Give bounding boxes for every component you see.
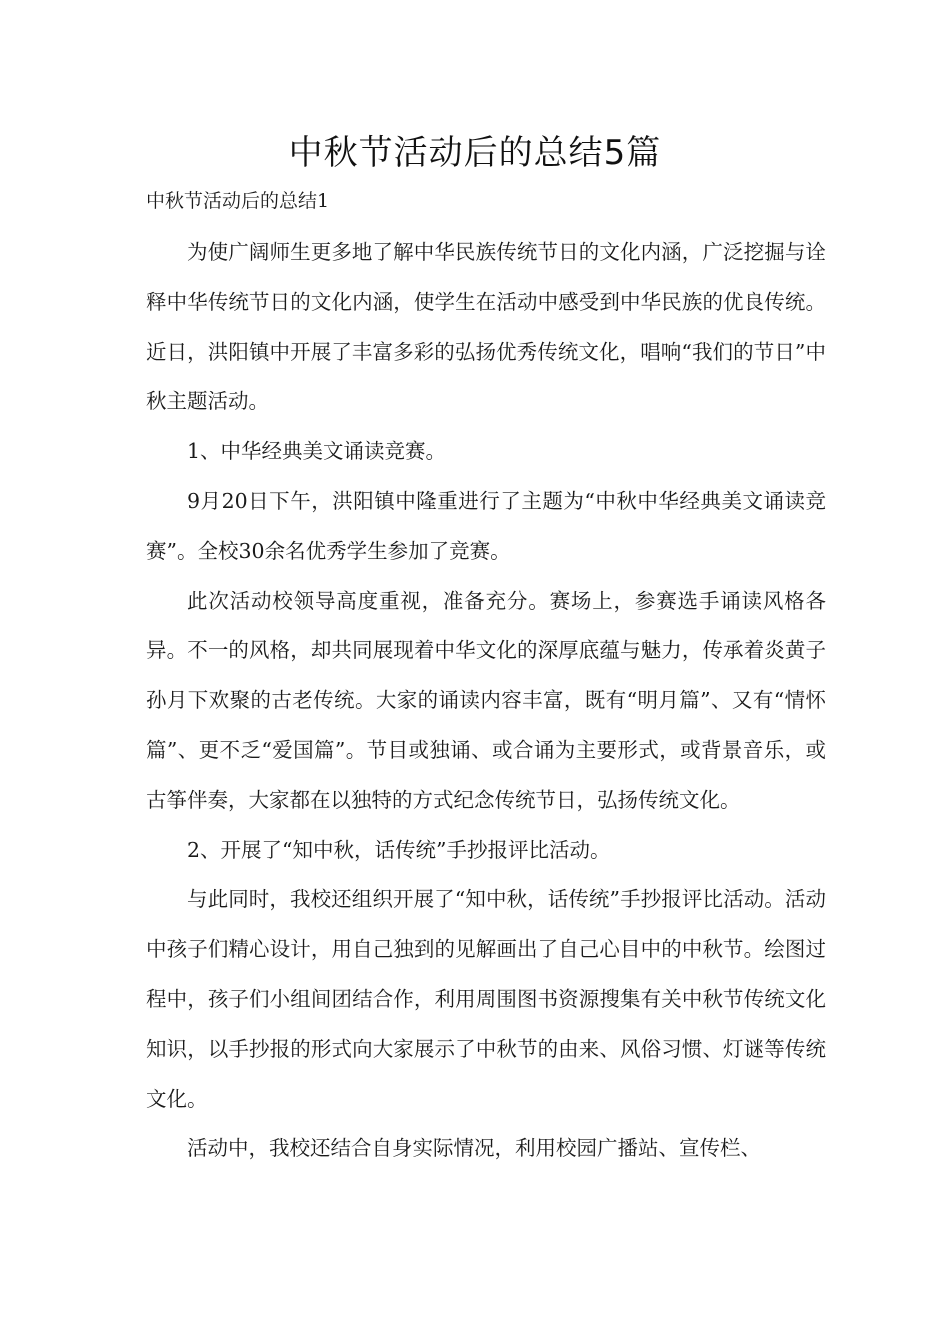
paragraph: 为使广阔师生更多地了解中华民族传统节日的文化内涵，广泛挖掘与诠释中华传统节日的文化内涵，使学生在活动中感受到中华民族的优良传统。近日，洪阳镇中开展了丰富多彩的弘扬优秀传统文化，唱响“我们的节日”中秋主题活动。 — [146, 240, 826, 414]
section-heading: 中秋节活动后的总结1 — [146, 190, 330, 212]
paragraph: 与此同时，我校还组织开展了“知中秋，话传统”手抄报评比活动。活动中孩子们精心设计，用自己独到的见解画出了自己心目中的中秋节。绘图过程中，孩子们小组间团结合作，利用周围图书资源搜集有关中秋节传统文化知识，以手抄报的形式向大家展示了中秋节的由来、风俗习惯、灯谜等传统文化。 — [146, 887, 826, 1111]
paragraph: 活动中，我校还结合自身实际情况，利用校园广播站、宣传栏、 — [187, 1136, 761, 1161]
document-title: 中秋节活动后的总结5篇 — [288, 133, 662, 173]
paragraph: 此次活动校领导高度重视，准备充分。赛场上，参赛选手诵读风格各异。不一的风格，却共同展现着中华文化的深厚底蕴与魅力，传承着炎黄子孙月下欢聚的古老传统。大家的诵读内容丰富，既有“明月篇”、又有“情怀篇”、更不乏“爱国篇”。节目或独诵、或合诵为主要形式，或背景音乐，或古筝伴奏，大家都在以独特的方式纪念传统节日，弘扬传统文化。 — [146, 588, 826, 812]
document-body — [146, 228, 826, 1174]
paragraph: 2、开展了“知中秋，话传统”手抄报评比活动。 — [187, 837, 611, 862]
paragraph: 1、中华经典美文诵读竞赛。 — [187, 439, 447, 464]
paragraph: 9月20日下午，洪阳镇中隆重进行了主题为“中秋中华经典美文诵读竞赛”。全校30余名优秀学生参加了竞赛。 — [146, 488, 826, 563]
